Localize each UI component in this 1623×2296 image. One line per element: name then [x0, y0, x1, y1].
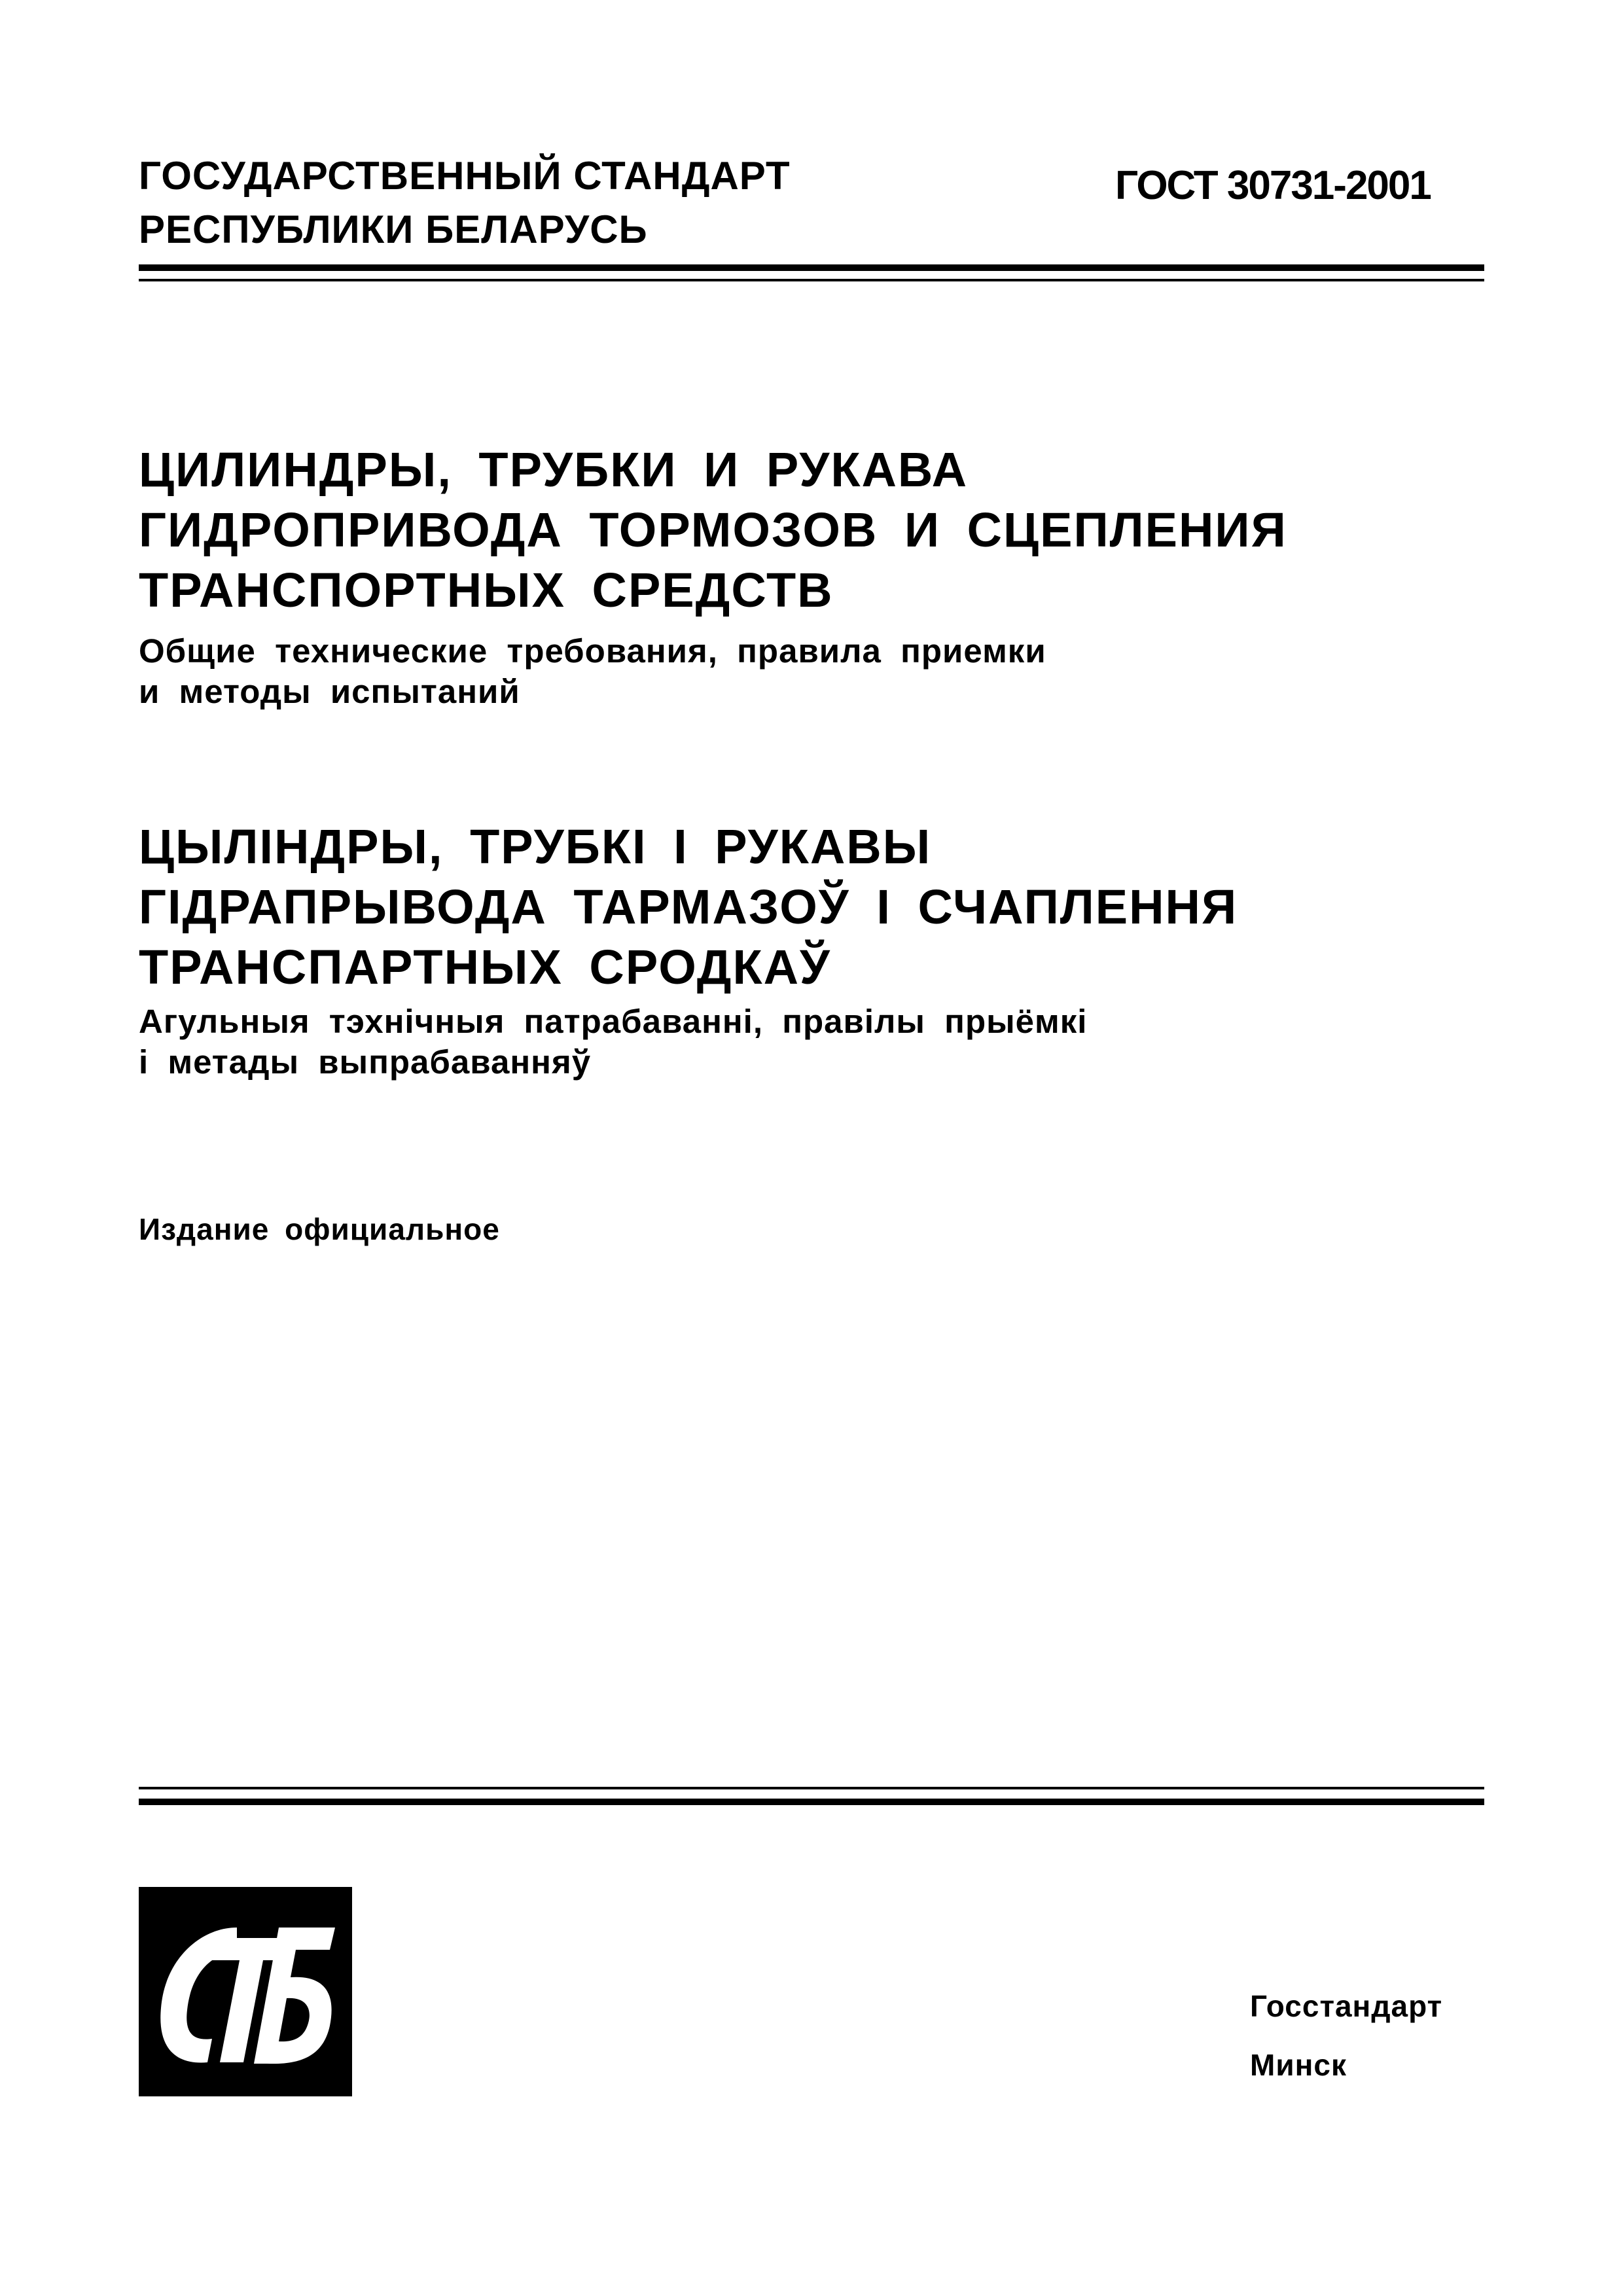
title-by	[139, 817, 1238, 1083]
bottom-rule-thick	[139, 1799, 1484, 1805]
standard-header-line2: РЕСПУБЛИКИ БЕЛАРУСЬ	[139, 207, 648, 251]
stb-logo-icon	[139, 1887, 352, 2096]
title-by-line1: ЦЫЛІНДРЫ, ТРУБКІ І РУКАВЫ	[139, 819, 932, 874]
publisher	[1250, 1977, 1442, 2094]
title-ru	[139, 440, 1287, 712]
title-ru-line1: ЦИЛИНДРЫ, ТРУБКИ И РУКАВА	[139, 442, 969, 497]
standard-header-line1: ГОСУДАРСТВЕННЫЙ СТАНДАРТ	[139, 154, 791, 198]
top-rule-thick	[139, 264, 1484, 271]
top-rule-thin	[139, 279, 1484, 281]
title-ru-line2: ГИДРОПРИВОДА ТОРМОЗОВ И СЦЕПЛЕНИЯ	[139, 503, 1287, 557]
publisher-name: Госстандарт	[1250, 1989, 1443, 2023]
edition-label: Издание официальное	[139, 1212, 500, 1246]
subtitle-ru-line2: и методы испытаний	[139, 673, 520, 710]
publisher-city: Минск	[1250, 2048, 1347, 2082]
standard-header	[139, 149, 791, 257]
title-by-line2: ГІДРАПРЫВОДА ТАРМАЗОЎ І СЧАПЛЕННЯ	[139, 880, 1238, 934]
title-by-line3: ТРАНСПАРТНЫХ СРОДКАЎ	[139, 940, 832, 994]
subtitle-by-line2: і метады выпрабаванняў	[139, 1043, 592, 1081]
subtitle-ru-line1: Общие технические требования, правила приемки	[139, 632, 1046, 670]
gost-number: ГОСТ 30731-2001	[1115, 163, 1431, 208]
bottom-rule-thin	[139, 1787, 1484, 1789]
title-ru-line3: ТРАНСПОРТНЫХ СРЕДСТВ	[139, 563, 834, 617]
subtitle-by-line1: Агульныя тэхнічныя патрабаванні, правілы прыёмкі	[139, 1003, 1088, 1040]
